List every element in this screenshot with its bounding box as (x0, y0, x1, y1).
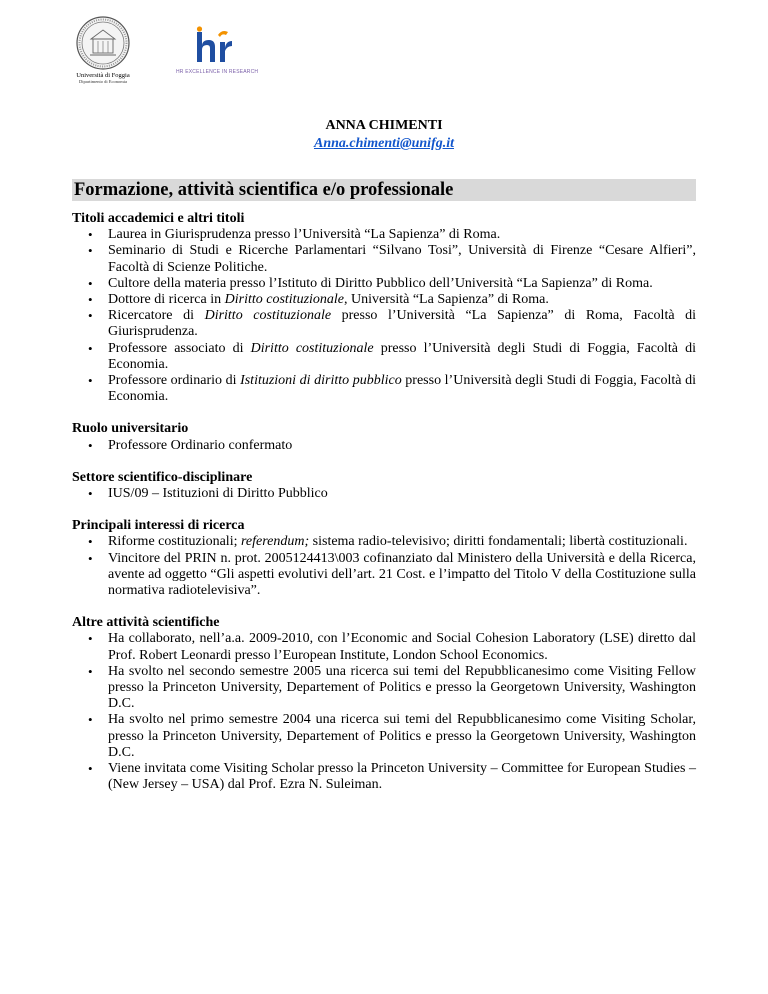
item-text: Seminario di Studi e Ricerche Parlamentari “Silvano Tosi”, Università di Firenze “Cesare Alfieri”, Facoltà di Scienze Politiche. (108, 243, 696, 275)
list-item (72, 761, 696, 793)
item-text: Cultore della materia presso l’Istituto di Diritto Pubblico dell’Università “La Sapienza” di Roma. (108, 275, 653, 291)
university-name: Università di Foggia (76, 72, 130, 79)
list-item (72, 373, 696, 405)
item-text: Viene invitata come Visiting Scholar presso la Princeton University – Committee for European Studies – (New Jersey – USA) dal Prof. Ezra N. Suleiman. (108, 761, 696, 793)
italic-text: Diritto costituzionale (250, 340, 374, 356)
item-text: IUS/09 – Istituzioni di Diritto Pubblico (108, 486, 328, 502)
cv-sections (72, 211, 696, 810)
hr-logo-icon (191, 24, 235, 68)
list-item (72, 486, 696, 502)
university-logo (70, 15, 136, 85)
item-text: Ha collaborato, nell’a.a. 2009-2010, con l’Economic and Social Cohesion Laboratory (LSE) diretto dal Prof. Robert Leonardi presso l’European Institute, London School Economics. (108, 631, 696, 663)
department-name: Dipartimento di Economia (79, 79, 127, 84)
person-name: ANNA CHIMENTI (325, 118, 443, 133)
item-text: Professore Ordinario confermato (108, 437, 293, 453)
item-text: Dottore di ricerca in (108, 292, 225, 308)
italic-text: referendum; (240, 534, 310, 550)
bullet-list (72, 631, 696, 793)
group-title: Altre attività scientifiche (72, 615, 220, 631)
list-item (72, 534, 696, 550)
item-text: Professore associato di (108, 340, 251, 356)
item-text: Riforme costituzionali; (108, 534, 241, 550)
list-item (72, 438, 696, 454)
hr-caption: HR EXCELLENCE IN RESEARCH (176, 69, 259, 75)
group-title: Settore scientifico-disciplinare (72, 469, 253, 485)
bullet-list (72, 227, 696, 405)
italic-text: Istituzioni di diritto pubblico (240, 373, 402, 389)
list-item (72, 551, 696, 600)
cv-group (72, 615, 696, 793)
name-block (0, 117, 768, 152)
item-text: presso l’Università degli Studi di Foggia, Facoltà di Economia. (108, 340, 696, 372)
bullet-list (72, 438, 696, 454)
group-title: Titoli accademici e altri titoli (72, 211, 245, 226)
section-title: Formazione, attività scientifica e/o professionale (74, 180, 454, 200)
email-link[interactable]: Anna.chimenti@unifg.it (313, 136, 455, 151)
item-text: Ricercatore di (108, 308, 205, 324)
section-header (72, 179, 696, 201)
cv-group (72, 211, 696, 405)
group-title: Principali interessi di ricerca (72, 518, 245, 534)
item-text: Vincitore del PRIN n. prot. 2005124413\003 cofinanziato dal Ministero della Università e della Ricerca, avente ad oggetto “Gli aspetti evolutivi dell’art. 21 Cost. e l’impatto del Titolo V della Costituzione sulla normativa radiotelevisiva”. (108, 550, 696, 599)
item-text: presso l’Università degli Studi di Foggia, Facoltà di Economia. (108, 373, 696, 405)
item-text: sistema radio-televisivo; diritti fondamentali; libertà costituzionali. (309, 534, 688, 550)
italic-text: Diritto costituzionale (224, 292, 345, 308)
group-title: Ruolo universitario (72, 421, 189, 437)
list-item (72, 243, 696, 275)
list-item (72, 631, 696, 663)
item-text: presso l’Università “La Sapienza” di Roma, Facoltà di Giurisprudenza. (108, 308, 697, 340)
cv-group (72, 421, 696, 453)
list-item (72, 308, 696, 340)
list-item (72, 664, 696, 713)
list-item (72, 341, 696, 373)
list-item (72, 292, 696, 308)
item-text: , Università “La Sapienza” di Roma. (344, 292, 549, 308)
bullet-list (72, 534, 696, 599)
item-text: Ha svolto nel primo semestre 2004 una ricerca sui temi del Repubblicanesimo come Visiting Scholar, presso la Princeton University, Departement of Politics e presso la Georgetown University, Washington D.C. (108, 712, 696, 760)
university-seal-icon (75, 15, 131, 71)
bullet-list (72, 486, 696, 502)
item-text: Ha svolto nel secondo semestre 2005 una ricerca sui temi del Repubblicanesimo come Visiting Fellow presso la Princeton University, Departement of Politics e presso la Georgetown University, Washington D.C. (108, 663, 696, 712)
item-text: Laurea in Giurisprudenza presso l’Università “La Sapienza” di Roma. (108, 227, 501, 243)
item-text: Professore ordinario di (108, 373, 241, 389)
italic-text: Diritto costituzionale (204, 308, 332, 324)
cv-group (72, 470, 696, 502)
list-item (72, 276, 696, 292)
hr-excellence-logo (176, 24, 259, 75)
list-item (72, 227, 696, 243)
cv-group (72, 518, 696, 599)
list-item (72, 712, 696, 761)
